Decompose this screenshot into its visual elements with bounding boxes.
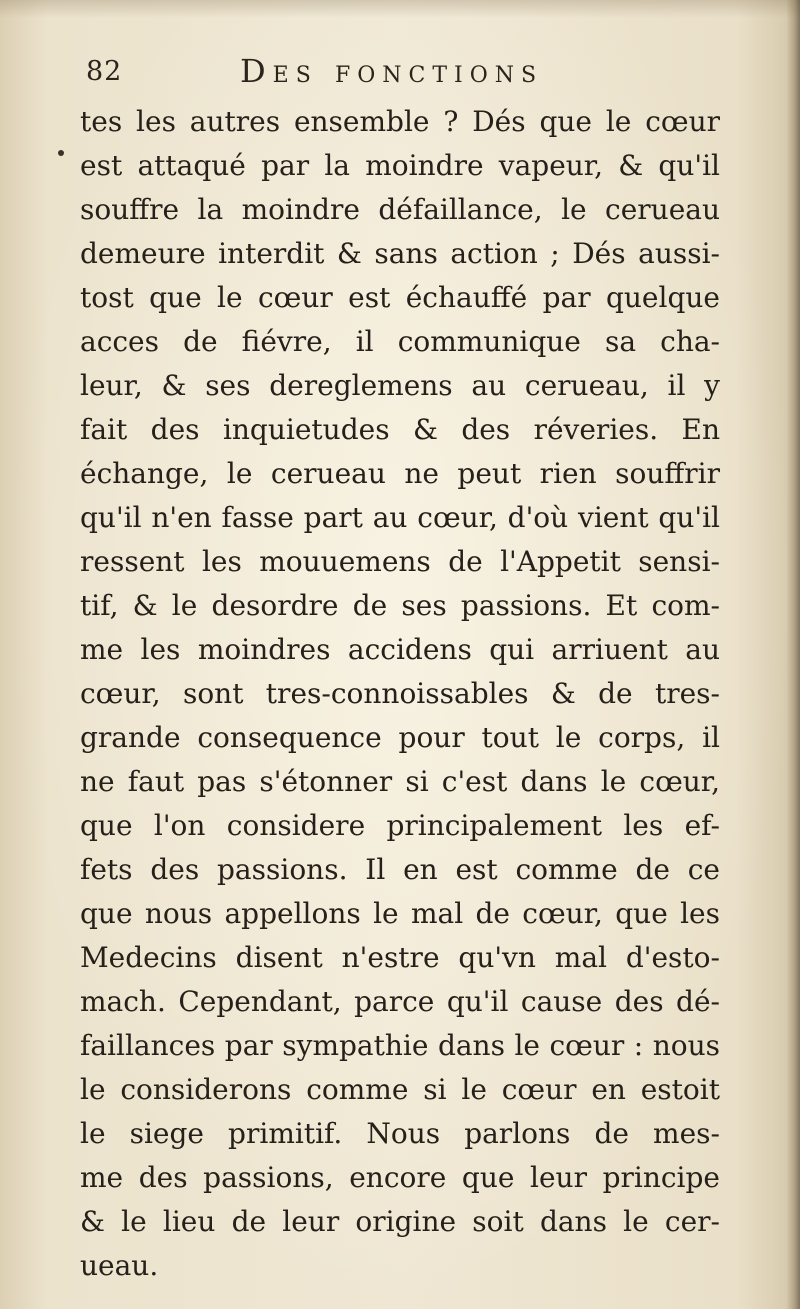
text-line: leur, & ses dereglemens au cerueau, il y [80, 369, 720, 402]
text-line: demeure interdit & sans action ; Dés aussi- [80, 237, 720, 270]
text-line: fait des inquietudes & des réveries. En [80, 413, 720, 446]
text-line-last: ueau. [80, 1249, 159, 1282]
page-gutter-shadow [786, 0, 800, 1309]
text-line: qu'il n'en fasse part au cœur, d'où vient qu'il [80, 501, 720, 534]
text-line: tost que le cœur est échauffé par quelque [80, 281, 720, 314]
text-line: échange, le cerueau ne peut rien souffrir [80, 457, 720, 490]
text-line: mach. Cependant, parce qu'il cause des dé- [80, 985, 720, 1018]
page-number: 82 [86, 56, 123, 87]
text-line: que nous appellons le mal de cœur, que les [80, 897, 720, 930]
text-line: que l'on considere principalement les ef- [80, 809, 720, 842]
text-line: ressent les mouuemens de l'Appetit sensi- [80, 545, 720, 578]
page-top-shadow [0, 0, 800, 18]
text-line: le considerons comme si le cœur en estoit [80, 1073, 720, 1106]
text-line: tif, & le desordre de ses passions. Et com- [80, 589, 720, 622]
text-line: me les moindres accidens qui arriuent au [80, 633, 720, 666]
margin-mark [58, 150, 64, 156]
text-line: faillances par sympathie dans le cœur : nous [80, 1029, 720, 1062]
text-line: tes les autres ensemble ? Dés que le cœur [80, 105, 720, 138]
text-line: cœur, sont tres-connoissables & de tres- [80, 677, 720, 710]
text-line: ne faut pas s'étonner si c'est dans le cœur, [80, 765, 720, 798]
body-text [80, 100, 720, 1288]
text-line: Medecins disent n'estre qu'vn mal d'esto- [80, 941, 720, 974]
text-line: le siege primitif. Nous parlons de mes- [80, 1117, 720, 1150]
text-line: fets des passions. Il en est comme de ce [80, 853, 720, 886]
text-line: souffre la moindre défaillance, le cerueau [80, 193, 720, 226]
text-line: est attaqué par la moindre vapeur, & qu'il [80, 149, 720, 182]
running-title: Des fonctions [240, 52, 544, 90]
text-line: & le lieu de leur origine soit dans le cer- [80, 1205, 720, 1238]
text-line: grande consequence pour tout le corps, il [80, 721, 720, 754]
text-line: me des passions, encore que leur principe [80, 1161, 720, 1194]
running-head [80, 52, 720, 102]
text-line: acces de fiévre, il communique sa cha- [80, 325, 720, 358]
